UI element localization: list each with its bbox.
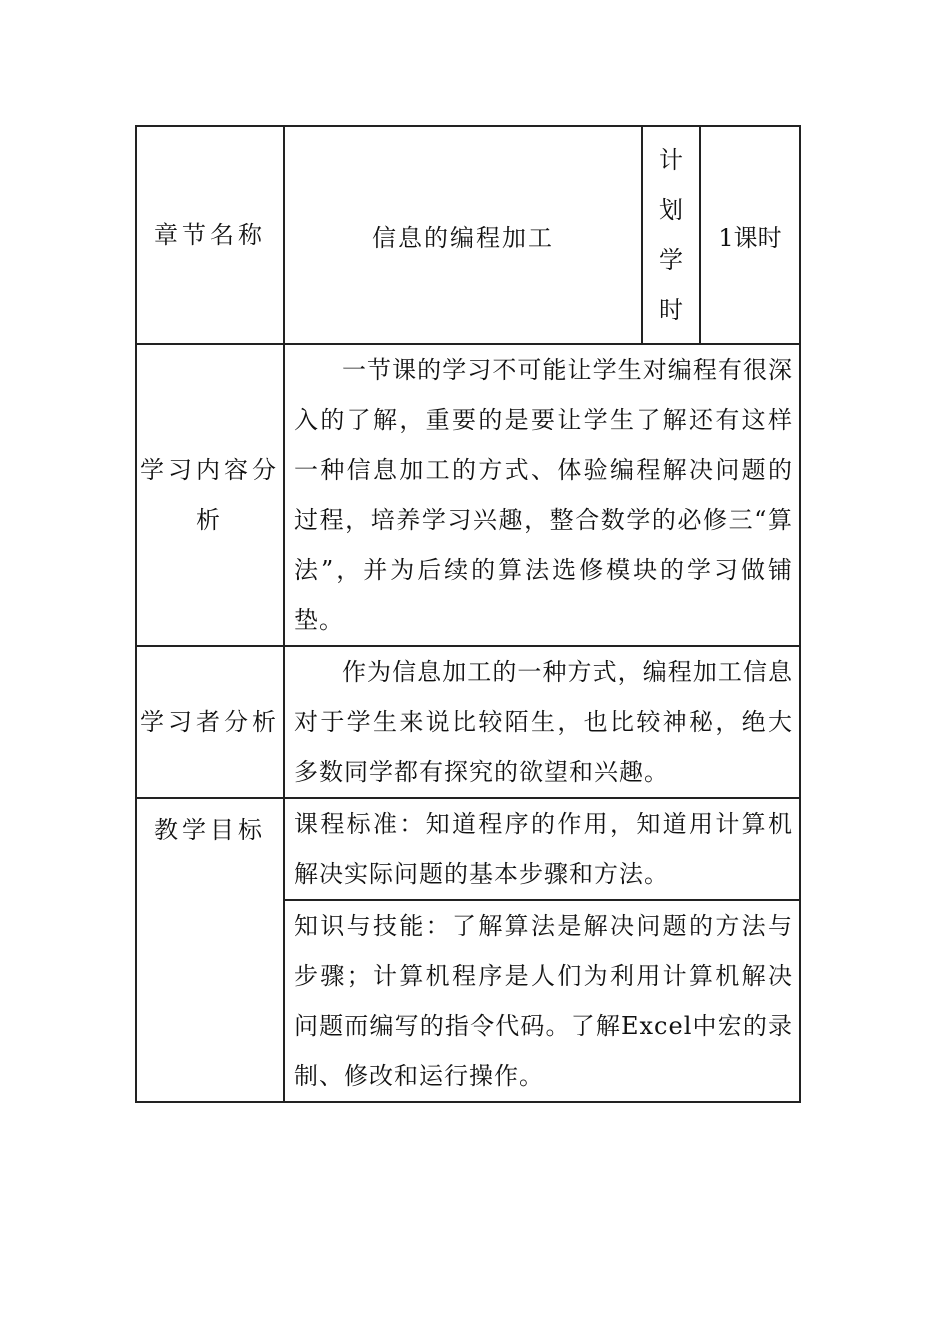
content-analysis-text: 一节课的学习不可能让学生对编程有很深入的了解，重要的是要让学生了解还有这样一种信息加工的方式、体验编程解决问题的过程，培养学习兴趣，整合数学的必修三“算法”，并为后续的算法选修模块的学习做铺垫。 xyxy=(284,344,800,646)
learner-analysis-text: 作为信息加工的一种方式，编程加工信息对于学生来说比较陌生，也比较神秘，绝大多数同学都有探究的欲望和兴趣。 xyxy=(284,646,800,798)
plan-hours-label xyxy=(642,126,700,344)
plan-hours-char: 学 xyxy=(659,246,683,274)
goals-standard-row xyxy=(136,798,800,900)
content-analysis-label: 学习内容分析 xyxy=(136,344,284,646)
plan-hours-char: 时 xyxy=(659,296,683,324)
lesson-plan-table xyxy=(135,125,801,1103)
plan-hours-value: 1课时 xyxy=(700,126,800,344)
chapter-label: 章节名称 xyxy=(136,126,284,344)
chapter-row xyxy=(136,126,800,344)
learner-analysis-row xyxy=(136,646,800,798)
chapter-value: 信息的编程加工 xyxy=(284,126,642,344)
goals-label: 教学目标 xyxy=(136,798,284,1102)
goals-standard-text: 课程标准：知道程序的作用，知道用计算机解决实际问题的基本步骤和方法。 xyxy=(284,798,800,900)
content-analysis-row xyxy=(136,344,800,646)
learner-analysis-label: 学习者分析 xyxy=(136,646,284,798)
goals-knowledge-text: 知识与技能：了解算法是解决问题的方法与步骤；计算机程序是人们为利用计算机解决问题而编写的指令代码。了解Excel中宏的录制、修改和运行操作。 xyxy=(284,900,800,1102)
plan-hours-char: 计 xyxy=(659,146,683,174)
plan-hours-char: 划 xyxy=(659,196,683,224)
